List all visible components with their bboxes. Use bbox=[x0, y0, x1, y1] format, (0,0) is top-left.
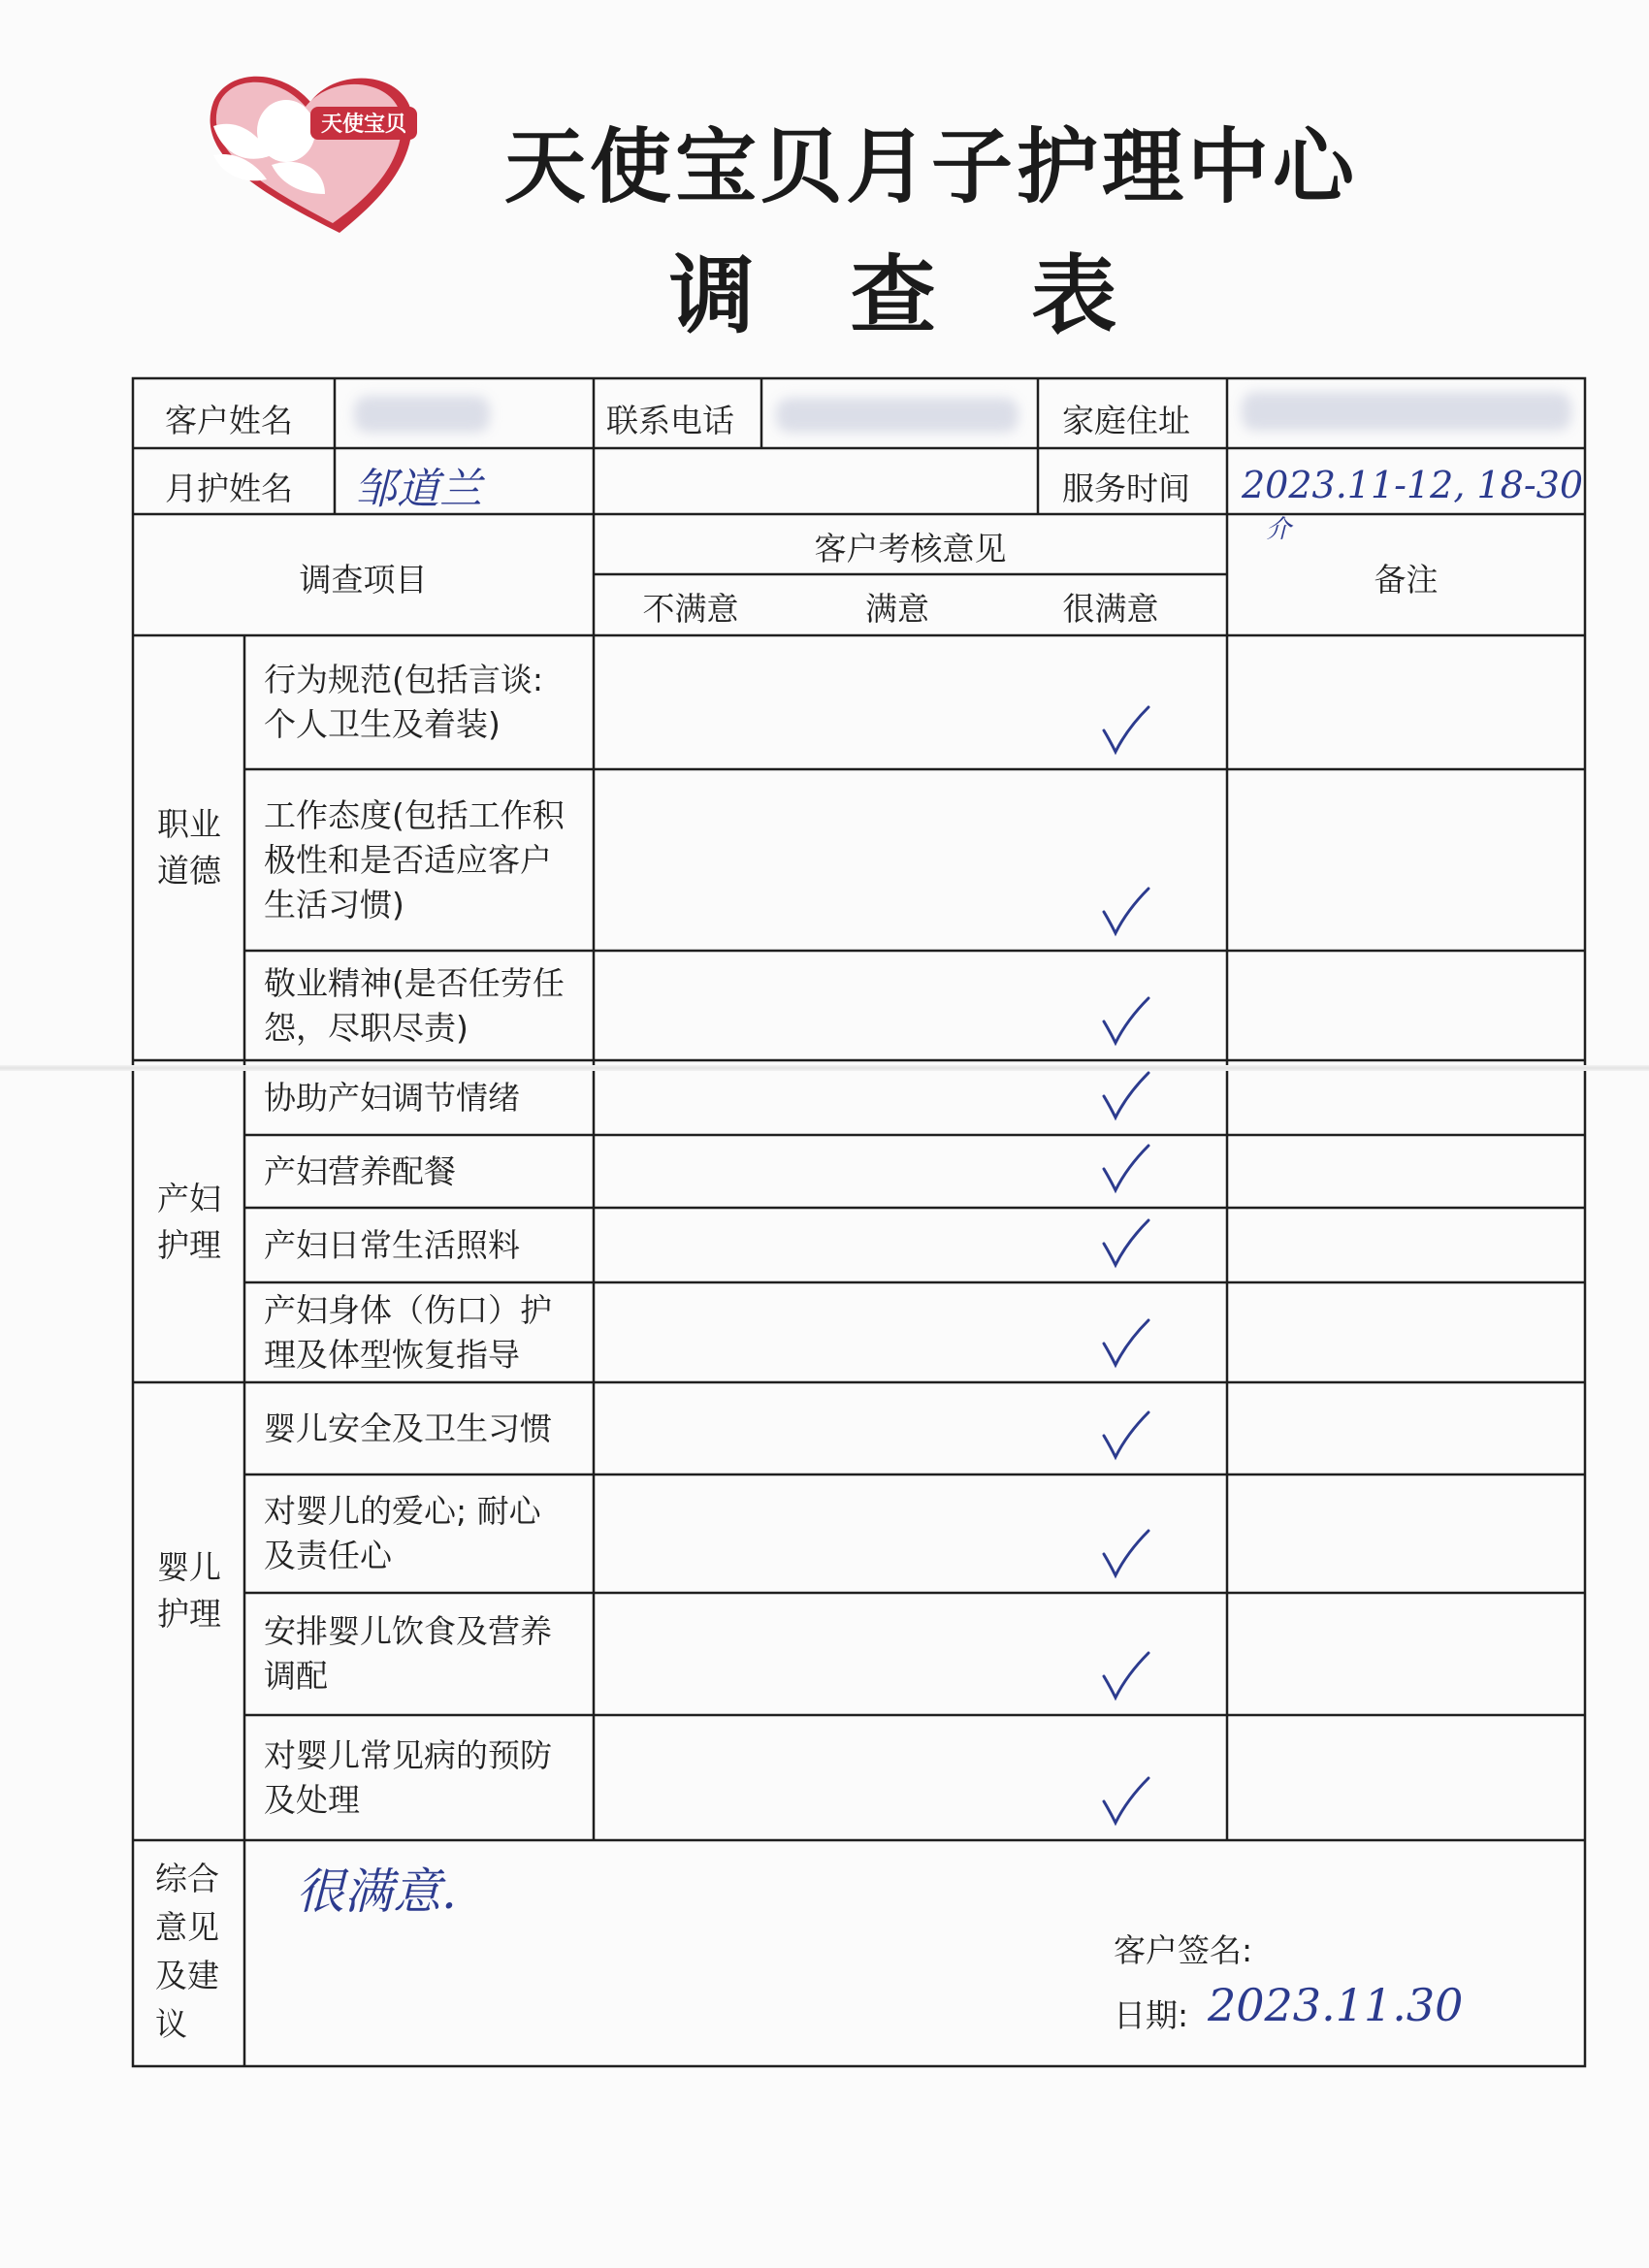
customer-name-label: 客户姓名 bbox=[165, 402, 293, 439]
check-mark-icon bbox=[1096, 1525, 1154, 1583]
date-value: 2023.11.30 bbox=[1208, 1979, 1464, 2031]
check-mark-icon bbox=[1096, 1407, 1154, 1465]
service-time-value: 2023.11-12, 18-30 bbox=[1242, 464, 1584, 506]
survey-item-label bbox=[264, 961, 565, 1051]
survey-item-label-line: 产妇营养配餐 bbox=[264, 1151, 456, 1190]
survey-item-label bbox=[264, 1288, 552, 1377]
survey-item-label-line: 怨，尽职尽责) bbox=[264, 1008, 469, 1047]
group-label-3: 婴儿护理 bbox=[157, 1548, 221, 1633]
survey-item-label bbox=[264, 1223, 520, 1268]
survey-item-label-line: 敬业精神(是否任劳任 bbox=[264, 963, 565, 1002]
check-mark-icon bbox=[1096, 1067, 1154, 1125]
nurse-name-label: 月护姓名 bbox=[165, 470, 293, 507]
page-title: 天使宝贝月子护理中心 bbox=[504, 119, 1359, 214]
survey-item-header: 调查项目 bbox=[299, 561, 428, 599]
survey-item-label bbox=[264, 1733, 552, 1823]
survey-item-label-line: 调配 bbox=[264, 1657, 328, 1695]
remarks-header: 备注 bbox=[1374, 561, 1439, 599]
survey-item-label bbox=[264, 1150, 456, 1194]
survey-item-label-line: 对婴儿的爱心; 耐心 bbox=[264, 1492, 541, 1530]
survey-item-label-line: 生活习惯) bbox=[264, 885, 404, 923]
check-mark-icon bbox=[1096, 701, 1154, 760]
page-subtitle: 调 查 表 bbox=[669, 245, 1150, 345]
very-satisfied-header: 很满意 bbox=[1062, 590, 1159, 628]
check-mark-icon bbox=[1096, 1314, 1154, 1373]
service-time-extra: 介 bbox=[1266, 515, 1292, 544]
survey-item-label-line: 理及体型恢复指导 bbox=[264, 1335, 520, 1374]
survey-item-label-line: 及责任心 bbox=[264, 1537, 392, 1574]
survey-item-label-line: 婴儿安全及卫生习惯 bbox=[264, 1409, 552, 1447]
service-time-label: 服务时间 bbox=[1062, 470, 1190, 507]
paper-fold-line bbox=[0, 1065, 1649, 1071]
date-label: 日期: bbox=[1114, 1996, 1189, 2034]
check-mark-icon bbox=[1096, 992, 1154, 1051]
survey-item-label-line: 个人卫生及着装) bbox=[264, 705, 501, 743]
logo-text: 天使宝贝 bbox=[320, 113, 407, 137]
unsatisfied-header: 不满意 bbox=[642, 590, 739, 628]
survey-item-label-line: 对婴儿常见病的预防 bbox=[264, 1735, 552, 1774]
survey-item-label-line: 产妇身体（伤口）护 bbox=[264, 1290, 552, 1329]
survey-item-label-line: 行为规范(包括言谈: bbox=[264, 661, 543, 698]
survey-item-label-line: 产妇日常生活照料 bbox=[264, 1225, 520, 1264]
check-mark-icon bbox=[1096, 1647, 1154, 1705]
survey-item-label bbox=[264, 1076, 520, 1120]
survey-item-label-line: 工作态度(包括工作积 bbox=[264, 795, 565, 834]
survey-item-label bbox=[264, 1609, 552, 1699]
summary-comment: 很满意. bbox=[296, 1863, 457, 1920]
survey-item-label-line: 安排婴儿饮食及营养 bbox=[264, 1612, 552, 1650]
satisfied-header: 满意 bbox=[865, 590, 929, 628]
check-mark-icon bbox=[1096, 883, 1154, 941]
address-label: 家庭住址 bbox=[1062, 402, 1190, 439]
check-mark-icon bbox=[1096, 1215, 1154, 1273]
group-label-2: 产妇护理 bbox=[157, 1180, 221, 1264]
survey-item-label bbox=[264, 658, 543, 747]
check-mark-icon bbox=[1096, 1140, 1154, 1198]
survey-item-label bbox=[264, 1407, 552, 1451]
customer-opinion-header: 客户考核意见 bbox=[814, 530, 1007, 567]
phone-redacted bbox=[776, 398, 1018, 433]
survey-item-label-line: 极性和是否适应客户 bbox=[264, 840, 552, 879]
nurse-name-value: 邹道兰 bbox=[354, 465, 482, 514]
survey-item-label-line: 及处理 bbox=[264, 1780, 360, 1819]
check-mark-icon bbox=[1096, 1772, 1154, 1831]
customer-name-redacted bbox=[354, 396, 490, 433]
summary-label: 综合意见及建议 bbox=[155, 1860, 219, 2043]
survey-item-label bbox=[264, 794, 565, 927]
survey-item-label bbox=[264, 1489, 541, 1578]
group-label-1: 职业道德 bbox=[157, 805, 221, 890]
signature-label: 客户签名: bbox=[1114, 1931, 1253, 1969]
survey-item-label-line: 协助产妇调节情绪 bbox=[264, 1078, 520, 1117]
address-redacted bbox=[1242, 392, 1571, 431]
phone-label: 联系电话 bbox=[606, 402, 734, 439]
